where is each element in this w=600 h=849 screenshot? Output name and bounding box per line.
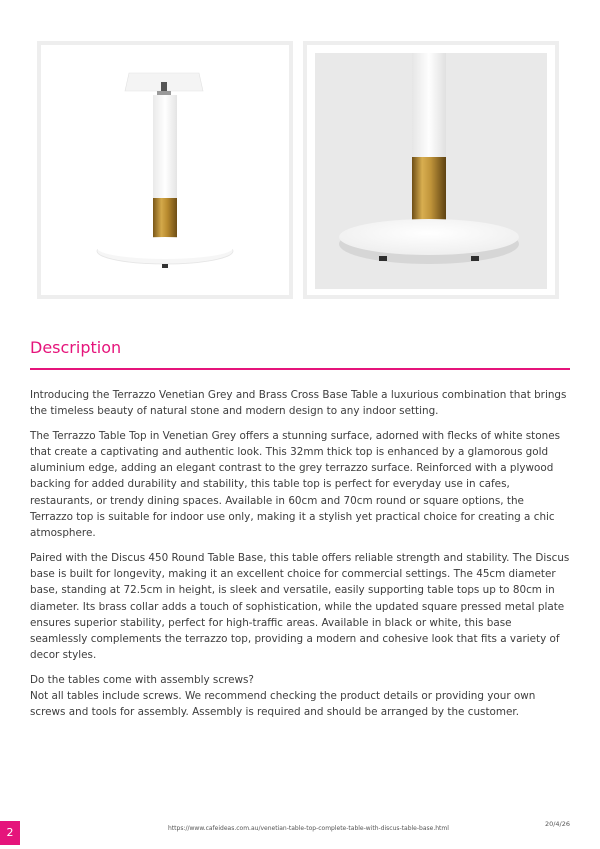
faq-answer: Not all tables include screws. We recommend checking the product details or providing your own screws and tools for assembly. Assembly is required and should be arranged by the customer.	[30, 690, 536, 719]
product-image-closeup	[303, 41, 559, 299]
closeup-disc-base	[339, 219, 519, 255]
page-number-badge: 2	[0, 821, 20, 845]
base-paragraph: Paired with the Discus 450 Round Table Base, this table offers reliable strength and stability. The Discus base is built for longevity, making it an excellent choice for commercial settings. The 45cm diameter base, standing at 72.5cm in height, is sleek and versatile, easily supporting table tops up to 80cm in diameter. Its brass collar adds a touch of sophistication, while the updated square pressed metal plate ensures superior stability, perfect for high-traffic areas. Available in black or white, this base seamlessly complements the terrazzo top, providing a modern and cohesive look that fits a variety of decor styles.	[30, 551, 570, 662]
pole-shape	[153, 95, 177, 198]
base-foot	[162, 264, 168, 268]
closeup-pole-shape	[412, 53, 446, 157]
table-base-illustration	[41, 45, 289, 295]
closeup-foot-left	[379, 256, 387, 261]
closeup-illustration	[307, 45, 555, 295]
plate-bolt	[161, 82, 167, 92]
footer-url[interactable]: https://www.cafeideas.com.au/venetian-table-top-complete-table-with-discus-table-base.html	[168, 825, 449, 832]
section-divider	[30, 368, 570, 370]
intro-paragraph: Introducing the Terrazzo Venetian Grey and Brass Cross Base Table a luxurious combination that brings the timeless beauty of natural stone and modern design to any indoor setting.	[30, 389, 567, 418]
footer-date: 20/4/26	[544, 820, 570, 828]
disc-base-top	[97, 237, 233, 259]
product-image-full-base	[37, 41, 293, 299]
closeup-foot-right	[471, 256, 479, 261]
section-title: Description	[30, 338, 122, 357]
table-top-paragraph: The Terrazzo Table Top in Venetian Grey offers a stunning surface, adorned with flecks of white stones that create a captivating and authentic look. This 32mm thick top is enhanced by a glamorous gold aluminium edge, adding an elegant contrast to the grey terrazzo surface. Reinforced with a plywood backing for added durability and stability, this table top is perfect for everyday use in cafes, restaurants, or trendy dining spaces. Available in 60cm and 70cm round or square options, the Terrazzo top is suitable for indoor use only, making it a stylish yet practical choice for creating a chic atmosphere.	[30, 429, 561, 540]
faq-question: Do the tables come with assembly screws?	[30, 673, 254, 686]
description-body	[30, 387, 570, 729]
brass-collar-shape	[153, 198, 177, 243]
